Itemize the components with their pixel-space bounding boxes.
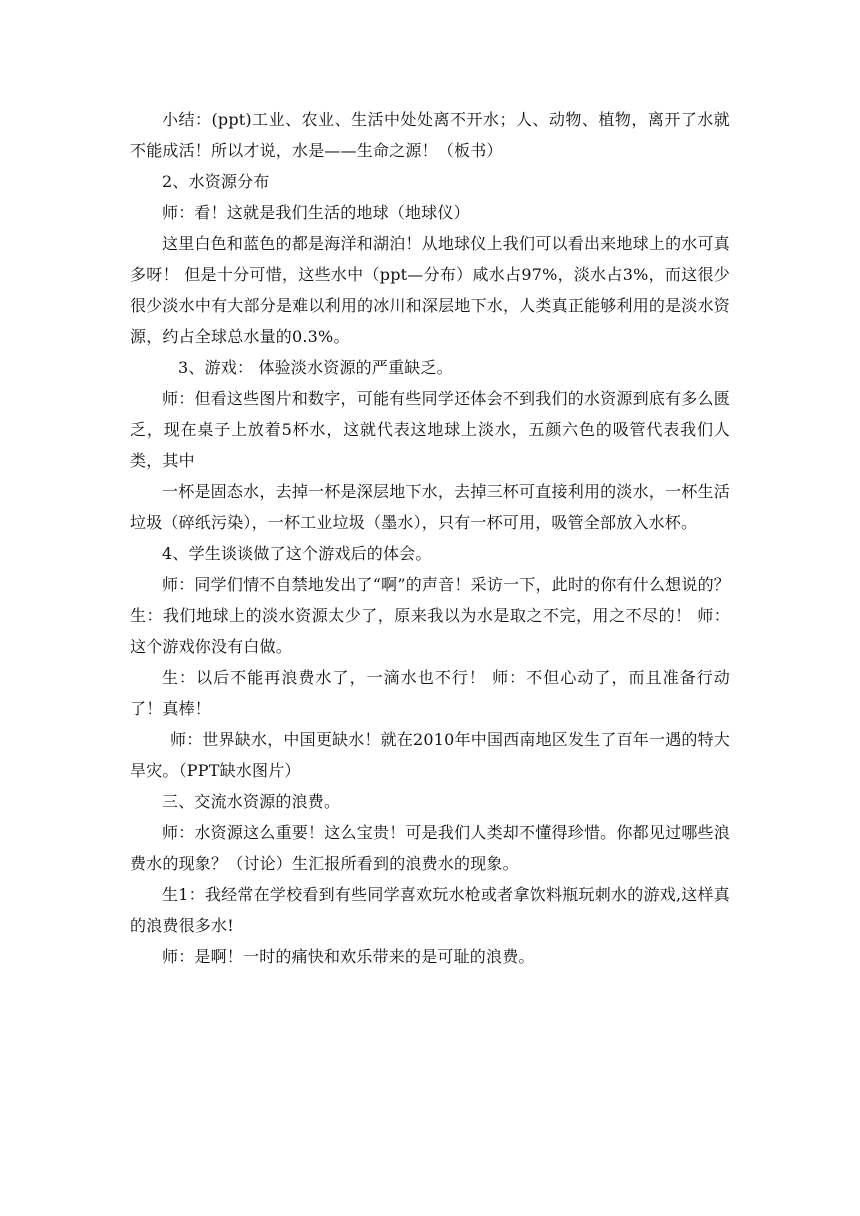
teacher-conclusion-paragraph: 师：是啊！一时的痛快和欢乐带来的是可耻的浪费。 [162, 947, 535, 966]
section-heading-water-waste: 三、交流水资源的浪费。 [162, 792, 341, 811]
document-body [130, 104, 730, 972]
teacher-globe-line: 师：看！这就是我们生活的地球（地球仪） [162, 203, 470, 222]
student-one-paragraph: 生1：我经常在学校看到有些同学喜欢玩水枪或者拿饮料瓶玩刺水的游戏,这样真的浪费很多水! [130, 885, 730, 935]
summary-paragraph: 小结：(ppt)工业、农业、生活中处处离不开水；人、动物、植物，离开了水就不能成活！所以才说，水是——生命之源！（板书） [130, 110, 730, 160]
drought-paragraph: 师：世界缺水，中国更缺水！就在2010年中国西南地区发生了百年一遇的特大旱灾。（PPT缺水图片） [130, 730, 730, 780]
student-response-paragraph: 生：以后不能再浪费水了，一滴水也不行！ 师：不但心动了，而且准备行动了！真棒！ [130, 668, 730, 718]
section-heading-game: 3、游戏： 体验淡水资源的严重缺乏。 [178, 358, 453, 377]
interview-paragraph: 师：同学们情不自禁地发出了“啊”的声音！采访一下，此时的你有什么想说的？ 生：我们地球上的淡水资源太少了，原来我以为水是取之不完，用之不尽的！ 师：这个游戏你没有白做。 [130, 575, 730, 656]
section-heading-student-reflection: 4、学生谈谈做了这个游戏后的体会。 [162, 544, 432, 563]
discussion-paragraph: 师：水资源这么重要！这么宝贵！可是我们人类却不懂得珍惜。你都见过哪些浪费水的现象？（讨论）生汇报所看到的浪费水的现象。 [130, 823, 730, 873]
section-heading-water-distribution: 2、水资源分布 [162, 172, 270, 191]
distribution-paragraph: 这里白色和蓝色的都是海洋和湖泊！从地球仪上我们可以看出来地球上的水可真多呀！ 但是十分可惜，这些水中（ppt—分布）咸水占97%，淡水占3%，而这很少很少淡水中有大部分是难以利用的冰川和深层地下水，人类真正能够利用的是淡水资源，约占全球总水量的0.3%。 [130, 234, 730, 346]
game-intro-paragraph: 师：但看这些图片和数字，可能有些同学还体会不到我们的水资源到底有多么匮乏，现在桌子上放着5杯水，这就代表这地球上淡水，五颜六色的吸管代表我们人类，其中 [130, 389, 730, 470]
game-cups-paragraph: 一杯是固态水，去掉一杯是深层地下水，去掉三杯可直接利用的淡水，一杯生活垃圾（碎纸污染），一杯工业垃圾（墨水），只有一杯可用，吸管全部放入水杯。 [130, 482, 730, 532]
